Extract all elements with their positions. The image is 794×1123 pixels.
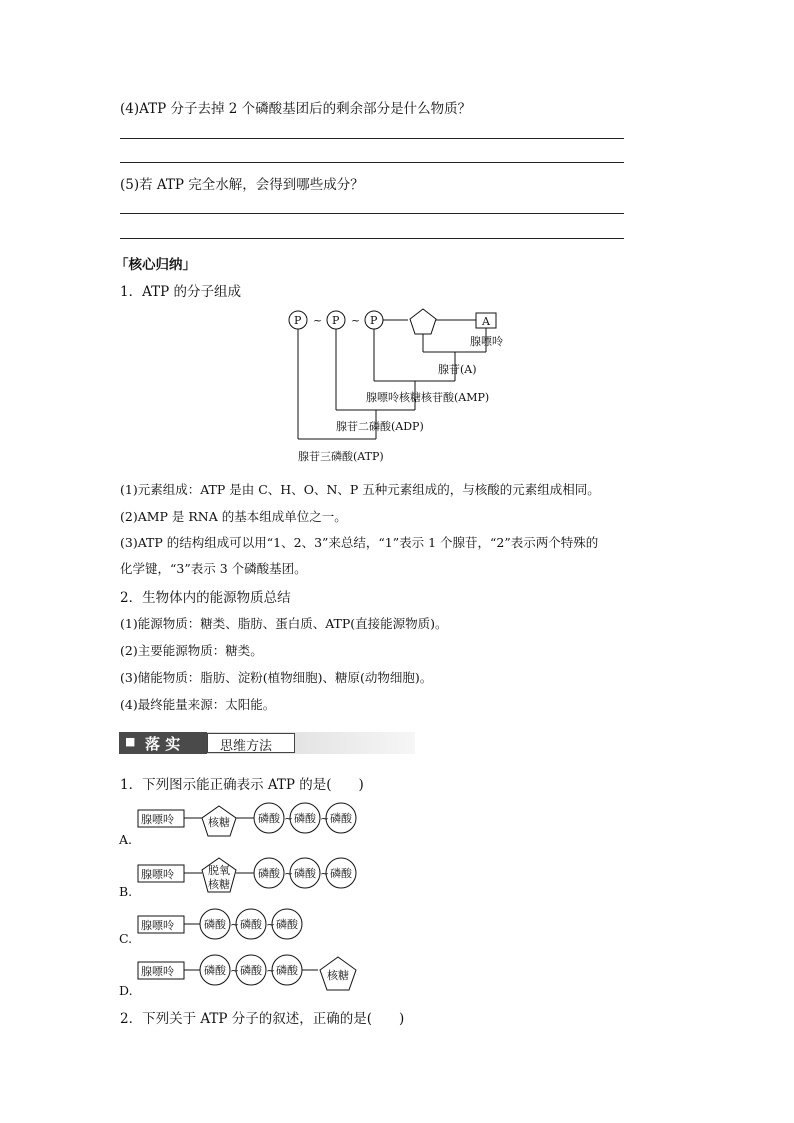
paragraph: (2)AMP 是 RNA 的基本组成单位之一。 — [120, 509, 347, 524]
a-label: A — [482, 315, 490, 328]
adenine-label: 腺嘌呤 — [141, 965, 174, 978]
banner-left — [119, 732, 207, 754]
phosphate-label: 磷酸 — [204, 918, 226, 931]
adenosine-label: 腺苷(A) — [438, 363, 477, 376]
tilde: ~ — [230, 964, 240, 977]
deoxyribose-label: 脱氧 — [208, 864, 230, 877]
adenine-label: 腺嘌呤 — [141, 868, 174, 881]
tilde: ~ — [266, 918, 276, 931]
phosphate-label: 磷酸 — [240, 918, 262, 931]
tilde: ~ — [266, 964, 276, 977]
tilde: ~ — [230, 918, 240, 931]
adenine-label: 腺嘌呤 — [470, 335, 503, 348]
phosphate-label: 磷酸 — [276, 918, 298, 931]
paragraph: (3)ATP 的结构组成可以用“1、2、3”来总结，“1”表示 1 个腺苷，“2”表示两个特殊的 — [120, 535, 599, 550]
paragraph: (4)最终能量来源：太阳能。 — [120, 697, 276, 712]
ribose-label: 核糖 — [208, 816, 230, 829]
banner-mark: ■ — [125, 735, 136, 748]
atp-structure-diagram — [280, 305, 530, 470]
phosphate-label: 磷酸 — [276, 964, 298, 977]
section-banner — [119, 732, 415, 754]
adp-label: 腺苷二磷酸(ADP) — [336, 420, 424, 433]
answer-line — [120, 162, 624, 163]
tilde: ~ — [351, 314, 361, 327]
paragraph: (3)储能物质：脂肪、淀粉(植物细胞)、糖原(动物细胞)。 — [120, 670, 433, 685]
answer-line — [120, 213, 624, 214]
phosphate-label: 磷酸 — [258, 812, 280, 825]
answer-line — [120, 238, 624, 239]
p-label: P — [332, 314, 340, 327]
paragraph: (2)主要能源物质：糖类。 — [120, 643, 263, 658]
subsection-title-1: 1．ATP 的分子组成 — [120, 284, 241, 300]
phosphate-label: 磷酸 — [294, 812, 316, 825]
ribose-pentagon — [410, 309, 436, 334]
p-label: P — [370, 314, 378, 327]
atp-label: 腺苷三磷酸(ATP) — [298, 450, 384, 463]
paragraph: (1)元素组成：ATP 是由 C、H、O、N、P 五种元素组成的，与核酸的元素组成相同。 — [120, 482, 600, 497]
deoxyribose-label: 核糖 — [208, 878, 230, 891]
mc1-options-diagram — [118, 800, 368, 1000]
answer-line — [120, 138, 624, 139]
phosphate-label: 磷酸 — [330, 867, 352, 880]
paragraph: 化学键，“3”表示 3 个磷酸基团。 — [120, 561, 307, 576]
mc2-stem: 2．下列关于 ATP 分子的叙述，正确的是( ) — [120, 1011, 405, 1027]
phosphate-label: 磷酸 — [258, 867, 280, 880]
tilde: ~ — [320, 867, 330, 880]
question-5: (5)若 ATP 完全水解，会得到哪些成分？ — [120, 177, 364, 193]
mc1-stem: 1．下列图示能正确表示 ATP 的是( ) — [120, 777, 364, 793]
banner-subtitle: 思维方法 — [220, 739, 273, 754]
phosphate-label: 磷酸 — [204, 964, 226, 977]
question-4: (4)ATP 分子去掉 2 个磷酸基团后的剩余部分是什么物质？ — [120, 101, 472, 117]
phosphate-label: 磷酸 — [294, 867, 316, 880]
tilde: ~ — [284, 812, 294, 825]
adenine-label: 腺嘌呤 — [141, 813, 174, 826]
banner-right — [207, 733, 295, 753]
option-a-label[interactable]: A. — [119, 832, 133, 847]
option-b-label[interactable]: B. — [119, 884, 133, 899]
p-label: P — [294, 314, 302, 327]
banner-title: 落 实 — [145, 735, 181, 753]
phosphate-label: 磷酸 — [330, 812, 352, 825]
option-c-label[interactable]: C. — [119, 931, 133, 946]
amp-label: 腺嘌呤核糖核苷酸(AMP) — [366, 391, 490, 404]
ribose-label: 核糖 — [327, 969, 349, 982]
tilde: ~ — [313, 314, 323, 327]
option-d-label[interactable]: D. — [119, 983, 133, 998]
section-heading: 「核心归纳」 — [115, 257, 196, 273]
tilde: ~ — [320, 812, 330, 825]
tilde: ~ — [284, 867, 294, 880]
adenine-label: 腺嘌呤 — [141, 919, 174, 932]
subsection-title-2: 2．生物体内的能源物质总结 — [120, 590, 291, 606]
paragraph: (1)能源物质：糖类、脂肪、蛋白质、ATP(直接能源物质)。 — [120, 616, 448, 631]
phosphate-label: 磷酸 — [240, 964, 262, 977]
